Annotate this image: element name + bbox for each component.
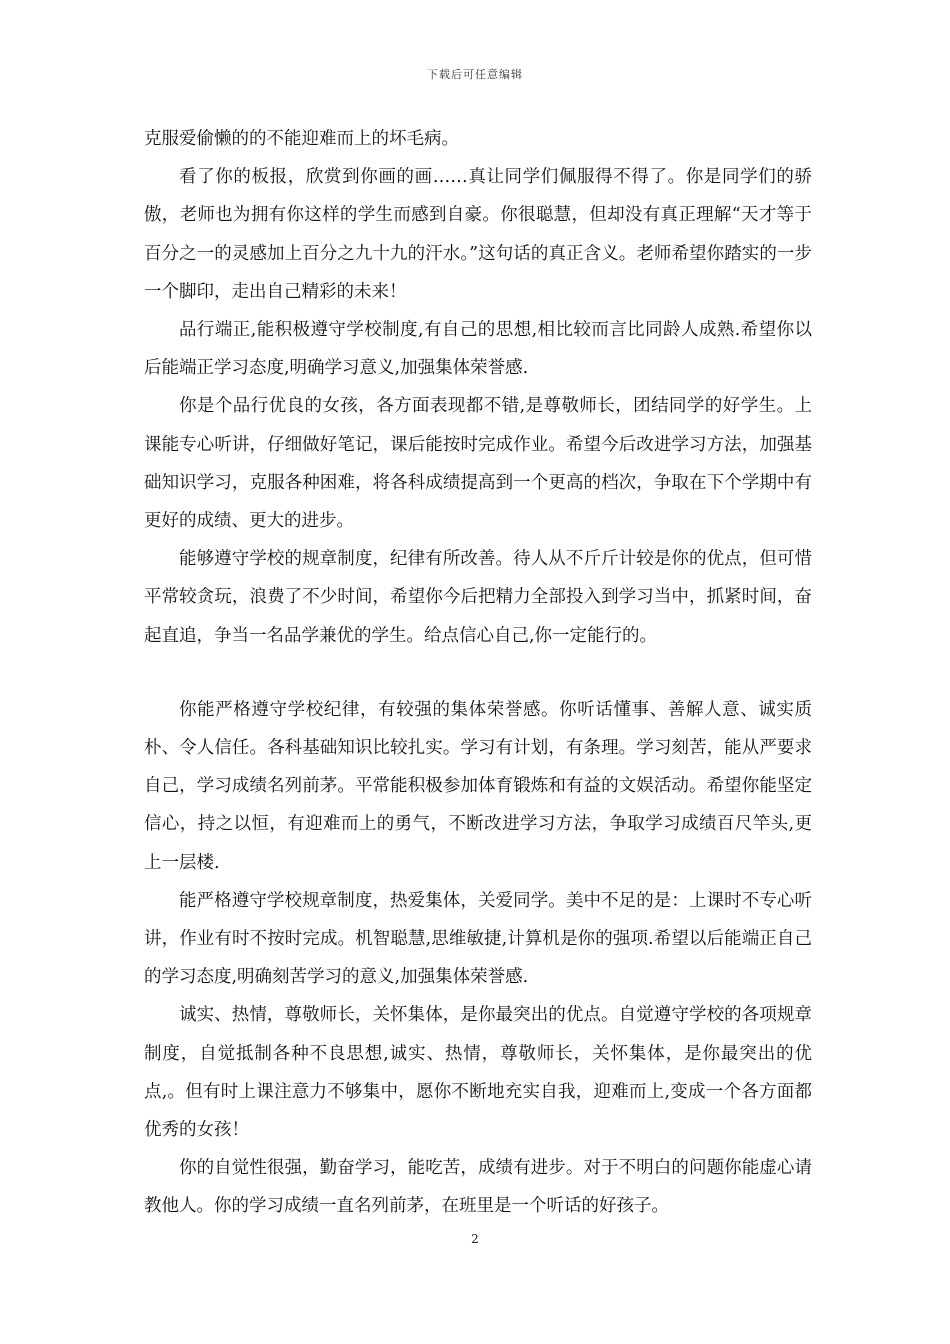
paragraph: 你能严格遵守学校纪律，有较强的集体荣誉感。你听话懂事、善解人意、诚实质朴、令人信任。各科基础知识比较扎实。学习有计划，有条理。学习刻苦，能从严要求自己，学习成绩名列前茅。平常能积极参加体育锻炼和有益的文娱活动。希望你能坚定信心，持之以恒，有迎难而上的勇气，不断改进学习方法，争取学习成绩百尺竿头,更上一层楼. — [144, 699, 812, 873]
page-number: 2 — [471, 1232, 479, 1246]
paragraph: 品行端正,能积极遵守学校制度,有自己的思想,相比较而言比同龄人成熟.希望你以后能端正学习态度,明确学习意义,加强集体荣誉感. — [144, 320, 812, 379]
document-body — [144, 120, 812, 1226]
paragraph: 诚实、热情，尊敬师长，关怀集体，是你最突出的优点。自觉遵守学校的各项规章制度，自觉抵制各种不良思想,诚实、热情，尊敬师长，关怀集体，是你最突出的优点,。但有时上课注意力不够集中，愿你不断地充实自我，迎难而上,变成一个各方面都优秀的女孩！ — [144, 1005, 812, 1141]
paragraph-gap — [144, 655, 812, 691]
paragraph-continued: 克服爱偷懒的的不能迎难而上的坏毛病。 — [144, 129, 459, 149]
page-header: 下载后可任意编辑 — [427, 68, 523, 81]
paragraph: 你的自觉性很强，勤奋学习，能吃苦，成绩有进步。对于不明白的问题你能虚心请教他人。你的学习成绩一直名列前茅，在班里是一个听话的好孩子。 — [144, 1158, 812, 1217]
paragraph: 能够遵守学校的规章制度，纪律有所改善。待人从不斤斤计较是你的优点，但可惜平常较贪玩，浪费了不少时间，希望你今后把精力全部投入到学习当中，抓紧时间，奋起直追，争当一名品学兼优的学生。给点信心自己,你一定能行的。 — [144, 549, 812, 646]
paragraph: 你是个品行优良的女孩，各方面表现都不错,是尊敬师长，团结同学的好学生。上课能专心听讲，仔细做好笔记，课后能按时完成作业。希望今后改进学习方法，加强基础知识学习，克服各种困难，将各科成绩提高到一个更高的档次，争取在下个学期中有更好的成绩、更大的进步。 — [144, 396, 812, 532]
paragraph: 看了你的板报，欣赏到你画的画……真让同学们佩服得不得了。你是同学们的骄傲，老师也为拥有你这样的学生而感到自豪。你很聪慧，但却没有真正理解“天才等于百分之一的灵感加上百分之九十九的汗水。”这句话的真正含义。老师希望你踏实的一步一个脚印，走出自己精彩的未来！ — [144, 167, 812, 302]
paragraph: 能严格遵守学校规章制度，热爱集体，关爱同学。美中不足的是：上课时不专心听讲，作业有时不按时完成。机智聪慧,思维敏捷,计算机是你的强项.希望以后能端正自己的学习态度,明确刻苦学习的意义,加强集体荣誉感. — [144, 890, 812, 988]
